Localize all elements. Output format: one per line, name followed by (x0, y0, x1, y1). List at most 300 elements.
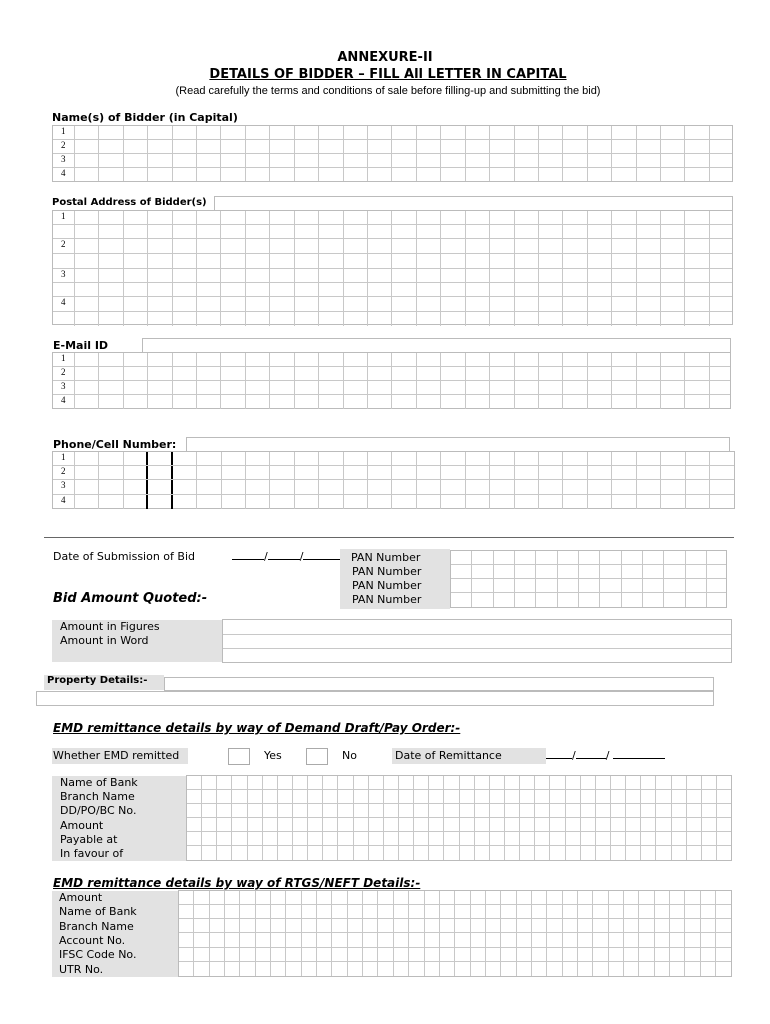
input-cell[interactable] (319, 297, 343, 311)
input-cell[interactable] (221, 269, 245, 282)
input-cell[interactable] (661, 480, 685, 494)
input-cell[interactable] (197, 312, 221, 326)
input-cell[interactable] (536, 551, 557, 564)
input-cell[interactable] (414, 846, 429, 860)
input-cell[interactable] (263, 818, 278, 831)
input-cell[interactable] (295, 126, 319, 139)
input-cell[interactable] (520, 776, 535, 789)
input-cell[interactable] (173, 140, 197, 153)
input-cell[interactable] (378, 962, 393, 976)
input-cell[interactable] (670, 933, 685, 947)
input-cell[interactable] (687, 776, 702, 789)
input-cell[interactable] (515, 225, 539, 238)
input-cell[interactable] (486, 962, 501, 976)
input-cell[interactable] (246, 126, 270, 139)
input-cell[interactable] (672, 832, 687, 845)
input-cell[interactable] (707, 579, 726, 592)
input-cell[interactable] (637, 495, 661, 509)
input-cell[interactable] (187, 818, 202, 831)
property-field[interactable] (36, 691, 714, 706)
input-cell[interactable] (344, 154, 368, 167)
input-cell[interactable] (197, 269, 221, 282)
input-cell[interactable] (550, 790, 565, 803)
input-cell[interactable] (99, 466, 123, 479)
input-cell[interactable] (612, 297, 636, 311)
input-cell[interactable] (368, 466, 392, 479)
name-grid[interactable] (52, 125, 733, 182)
input-cell[interactable] (472, 565, 493, 578)
input-cell[interactable] (661, 283, 685, 296)
input-cell[interactable] (685, 367, 709, 380)
input-cell[interactable] (148, 126, 172, 139)
input-cell[interactable] (348, 933, 363, 947)
input-cell[interactable] (409, 962, 424, 976)
input-cell[interactable] (417, 168, 441, 181)
input-cell[interactable] (588, 239, 612, 253)
input-cell[interactable] (225, 948, 240, 961)
input-cell[interactable] (656, 818, 671, 831)
input-cell[interactable] (685, 154, 709, 167)
input-cell[interactable] (295, 269, 319, 282)
input-cell[interactable] (609, 948, 624, 961)
input-cell[interactable] (392, 353, 416, 366)
input-cell[interactable] (664, 565, 685, 578)
input-cell[interactable] (99, 269, 123, 282)
input-cell[interactable] (75, 297, 99, 311)
input-cell[interactable] (369, 790, 384, 803)
input-cell[interactable] (707, 565, 726, 578)
input-cell[interactable] (173, 269, 197, 282)
input-cell[interactable] (588, 126, 612, 139)
input-cell[interactable] (124, 225, 148, 238)
input-cell[interactable] (293, 790, 308, 803)
input-cell[interactable] (348, 919, 363, 932)
input-cell[interactable] (579, 593, 600, 607)
input-cell[interactable] (148, 381, 172, 394)
input-cell[interactable] (392, 126, 416, 139)
input-cell[interactable] (490, 269, 514, 282)
input-cell[interactable] (612, 480, 636, 494)
input-cell[interactable] (702, 818, 717, 831)
input-cell[interactable] (588, 140, 612, 153)
input-cell[interactable] (394, 933, 409, 947)
input-cell[interactable] (547, 891, 562, 904)
input-cell[interactable] (148, 140, 172, 153)
input-cell[interactable] (600, 593, 621, 607)
input-cell[interactable] (475, 804, 490, 817)
input-cell[interactable] (563, 905, 578, 918)
input-cell[interactable] (490, 466, 514, 479)
input-cell[interactable] (308, 818, 323, 831)
input-cell[interactable] (661, 126, 685, 139)
input-cell[interactable] (600, 551, 621, 564)
input-cell[interactable] (558, 565, 579, 578)
input-cell[interactable] (263, 846, 278, 860)
input-cell[interactable] (429, 804, 444, 817)
input-cell[interactable] (655, 905, 670, 918)
input-cell[interactable] (221, 254, 245, 268)
input-cell[interactable] (563, 283, 587, 296)
input-cell[interactable] (270, 353, 294, 366)
input-cell[interactable] (246, 211, 270, 224)
input-cell[interactable] (624, 919, 639, 932)
input-cell[interactable] (471, 948, 486, 961)
input-cell[interactable] (392, 395, 416, 409)
input-cell[interactable] (179, 905, 194, 918)
input-cell[interactable] (392, 254, 416, 268)
input-cell[interactable] (441, 452, 465, 465)
input-cell[interactable] (368, 495, 392, 509)
input-cell[interactable] (173, 283, 197, 296)
input-cell[interactable] (672, 804, 687, 817)
input-cell[interactable] (466, 269, 490, 282)
input-cell[interactable] (515, 269, 539, 282)
input-cell[interactable] (455, 905, 470, 918)
input-cell[interactable] (221, 239, 245, 253)
input-cell[interactable] (414, 804, 429, 817)
input-cell[interactable] (558, 593, 579, 607)
input-cell[interactable] (368, 297, 392, 311)
input-cell[interactable] (197, 126, 221, 139)
input-cell[interactable] (53, 312, 75, 326)
input-cell[interactable] (392, 452, 416, 465)
input-cell[interactable] (363, 948, 378, 961)
input-cell[interactable] (99, 283, 123, 296)
input-cell[interactable] (655, 891, 670, 904)
input-cell[interactable] (173, 480, 197, 494)
input-cell[interactable] (672, 818, 687, 831)
input-cell[interactable] (148, 283, 172, 296)
input-cell[interactable] (248, 804, 263, 817)
input-cell[interactable] (417, 367, 441, 380)
input-cell[interactable] (466, 395, 490, 409)
input-cell[interactable] (622, 565, 643, 578)
input-cell[interactable] (471, 905, 486, 918)
input-cell[interactable] (702, 846, 717, 860)
input-cell[interactable] (563, 452, 587, 465)
input-cell[interactable] (588, 353, 612, 366)
input-cell[interactable] (148, 466, 172, 479)
input-cell[interactable] (414, 832, 429, 845)
input-cell[interactable] (490, 154, 514, 167)
input-cell[interactable] (278, 804, 293, 817)
input-cell[interactable] (173, 168, 197, 181)
input-cell[interactable] (539, 283, 563, 296)
input-cell[interactable] (637, 154, 661, 167)
input-cell[interactable] (248, 818, 263, 831)
input-cell[interactable] (354, 832, 369, 845)
input-cell[interactable] (588, 154, 612, 167)
input-cell[interactable] (394, 948, 409, 961)
input-cell[interactable] (612, 381, 636, 394)
input-cell[interactable] (75, 283, 99, 296)
input-cell[interactable] (124, 353, 148, 366)
input-cell[interactable] (622, 579, 643, 592)
input-cell[interactable] (515, 353, 539, 366)
input-cell[interactable] (466, 480, 490, 494)
input-cell[interactable] (670, 948, 685, 961)
input-cell[interactable] (505, 832, 520, 845)
input-cell[interactable] (53, 254, 75, 268)
input-cell[interactable] (409, 891, 424, 904)
input-cell[interactable] (210, 933, 225, 947)
input-cell[interactable] (302, 919, 317, 932)
input-cell[interactable] (490, 168, 514, 181)
input-cell[interactable] (656, 832, 671, 845)
input-cell[interactable] (624, 933, 639, 947)
input-cell[interactable] (179, 962, 194, 976)
input-cell[interactable] (348, 948, 363, 961)
input-cell[interactable] (670, 891, 685, 904)
input-cell[interactable] (588, 297, 612, 311)
input-cell[interactable] (124, 367, 148, 380)
input-cell[interactable] (701, 948, 716, 961)
input-cell[interactable] (455, 962, 470, 976)
input-cell[interactable] (417, 239, 441, 253)
input-cell[interactable] (444, 832, 459, 845)
input-cell[interactable] (661, 381, 685, 394)
input-cell[interactable] (319, 395, 343, 409)
input-cell[interactable] (270, 225, 294, 238)
input-cell[interactable] (655, 948, 670, 961)
input-cell[interactable] (317, 905, 332, 918)
input-cell[interactable] (378, 919, 393, 932)
input-cell[interactable] (670, 919, 685, 932)
input-cell[interactable] (197, 239, 221, 253)
pan-grid[interactable] (450, 550, 727, 608)
input-cell[interactable] (460, 832, 475, 845)
input-cell[interactable] (344, 283, 368, 296)
input-cell[interactable] (440, 905, 455, 918)
input-cell[interactable] (710, 297, 732, 311)
input-cell[interactable] (494, 593, 515, 607)
input-cell[interactable] (539, 168, 563, 181)
input-cell[interactable] (124, 452, 148, 465)
input-cell[interactable] (515, 466, 539, 479)
input-cell[interactable] (75, 466, 99, 479)
input-cell[interactable] (440, 933, 455, 947)
input-cell[interactable] (563, 225, 587, 238)
input-cell[interactable] (637, 312, 661, 326)
input-cell[interactable] (221, 140, 245, 153)
input-cell[interactable] (197, 254, 221, 268)
input-cell[interactable] (656, 776, 671, 789)
input-cell[interactable] (286, 962, 301, 976)
input-cell[interactable] (466, 126, 490, 139)
input-cell[interactable] (392, 495, 416, 509)
input-cell[interactable] (563, 495, 587, 509)
input-cell[interactable] (475, 832, 490, 845)
input-cell[interactable] (293, 804, 308, 817)
input-cell[interactable] (368, 239, 392, 253)
input-cell[interactable] (338, 832, 353, 845)
input-cell[interactable] (202, 818, 217, 831)
input-cell[interactable] (319, 480, 343, 494)
input-cell[interactable] (246, 140, 270, 153)
input-cell[interactable] (217, 832, 232, 845)
input-cell[interactable] (332, 891, 347, 904)
input-cell[interactable] (505, 846, 520, 860)
input-cell[interactable] (505, 790, 520, 803)
input-cell[interactable] (656, 790, 671, 803)
input-cell[interactable] (611, 846, 626, 860)
input-cell[interactable] (637, 452, 661, 465)
input-cell[interactable] (624, 962, 639, 976)
input-cell[interactable] (563, 962, 578, 976)
input-cell[interactable] (270, 239, 294, 253)
input-cell[interactable] (612, 466, 636, 479)
input-cell[interactable] (490, 312, 514, 326)
input-cell[interactable] (539, 225, 563, 238)
input-cell[interactable] (317, 933, 332, 947)
input-cell[interactable] (578, 948, 593, 961)
input-cell[interactable] (536, 565, 557, 578)
input-cell[interactable] (547, 933, 562, 947)
input-cell[interactable] (717, 846, 731, 860)
input-cell[interactable] (441, 140, 465, 153)
input-cell[interactable] (221, 381, 245, 394)
input-cell[interactable] (425, 891, 440, 904)
input-cell[interactable] (256, 948, 271, 961)
input-cell[interactable] (221, 126, 245, 139)
input-cell[interactable] (417, 211, 441, 224)
input-cell[interactable] (710, 168, 732, 181)
input-cell[interactable] (270, 381, 294, 394)
input-cell[interactable] (148, 225, 172, 238)
input-cell[interactable] (317, 891, 332, 904)
input-cell[interactable] (710, 269, 732, 282)
input-cell[interactable] (319, 353, 343, 366)
input-cell[interactable] (490, 495, 514, 509)
input-cell[interactable] (99, 495, 123, 509)
input-cell[interactable] (344, 395, 368, 409)
input-cell[interactable] (344, 312, 368, 326)
input-cell[interactable] (378, 905, 393, 918)
input-cell[interactable] (197, 395, 221, 409)
input-cell[interactable] (578, 962, 593, 976)
input-cell[interactable] (429, 790, 444, 803)
input-cell[interactable] (323, 804, 338, 817)
input-cell[interactable] (490, 353, 514, 366)
input-cell[interactable] (210, 891, 225, 904)
input-cell[interactable] (368, 381, 392, 394)
input-cell[interactable] (460, 846, 475, 860)
input-cell[interactable] (75, 126, 99, 139)
input-cell[interactable] (429, 832, 444, 845)
input-cell[interactable] (399, 790, 414, 803)
input-cell[interactable] (197, 283, 221, 296)
input-cell[interactable] (717, 790, 731, 803)
input-cell[interactable] (173, 466, 197, 479)
input-cell[interactable] (53, 283, 75, 296)
input-cell[interactable] (173, 225, 197, 238)
input-cell[interactable] (539, 381, 563, 394)
input-cell[interactable] (187, 776, 202, 789)
input-cell[interactable] (293, 776, 308, 789)
input-cell[interactable] (626, 790, 641, 803)
input-cell[interactable] (588, 495, 612, 509)
input-cell[interactable] (655, 962, 670, 976)
input-cell[interactable] (637, 140, 661, 153)
input-cell[interactable] (319, 452, 343, 465)
input-cell[interactable] (520, 818, 535, 831)
input-cell[interactable] (240, 962, 255, 976)
input-cell[interactable] (429, 776, 444, 789)
input-cell[interactable] (270, 312, 294, 326)
input-cell[interactable] (344, 269, 368, 282)
input-cell[interactable] (99, 168, 123, 181)
input-cell[interactable] (441, 312, 465, 326)
input-cell[interactable] (717, 818, 731, 831)
input-cell[interactable] (270, 480, 294, 494)
input-cell[interactable] (414, 790, 429, 803)
input-cell[interactable] (197, 381, 221, 394)
input-cell[interactable] (293, 832, 308, 845)
input-cell[interactable] (232, 804, 247, 817)
input-cell[interactable] (515, 154, 539, 167)
input-cell[interactable] (501, 919, 516, 932)
input-cell[interactable] (348, 905, 363, 918)
input-cell[interactable] (270, 140, 294, 153)
input-cell[interactable] (661, 239, 685, 253)
input-cell[interactable] (520, 832, 535, 845)
input-cell[interactable] (232, 790, 247, 803)
input-cell[interactable] (222, 452, 246, 465)
input-cell[interactable] (490, 254, 514, 268)
input-cell[interactable] (641, 832, 656, 845)
input-cell[interactable] (417, 312, 441, 326)
input-cell[interactable] (515, 551, 536, 564)
input-cell[interactable] (637, 239, 661, 253)
input-cell[interactable] (417, 395, 441, 409)
input-cell[interactable] (363, 919, 378, 932)
input-cell[interactable] (609, 905, 624, 918)
input-cell[interactable] (392, 269, 416, 282)
input-cell[interactable] (490, 126, 514, 139)
input-cell[interactable] (348, 891, 363, 904)
input-cell[interactable] (295, 168, 319, 181)
input-cell[interactable] (323, 790, 338, 803)
input-cell[interactable] (317, 948, 332, 961)
input-cell[interactable] (295, 239, 319, 253)
input-cell[interactable] (563, 480, 587, 494)
input-cell[interactable] (637, 269, 661, 282)
input-cell[interactable] (588, 312, 612, 326)
input-cell[interactable] (124, 239, 148, 253)
input-cell[interactable] (515, 312, 539, 326)
input-cell[interactable] (271, 948, 286, 961)
input-cell[interactable] (75, 239, 99, 253)
input-cell[interactable] (685, 905, 700, 918)
input-cell[interactable] (637, 126, 661, 139)
input-cell[interactable] (563, 353, 587, 366)
input-cell[interactable] (440, 919, 455, 932)
input-cell[interactable] (399, 846, 414, 860)
input-cell[interactable] (197, 353, 221, 366)
input-cell[interactable] (588, 480, 612, 494)
input-cell[interactable] (515, 168, 539, 181)
input-cell[interactable] (441, 225, 465, 238)
input-cell[interactable] (417, 381, 441, 394)
input-cell[interactable] (368, 168, 392, 181)
input-cell[interactable] (593, 905, 608, 918)
input-cell[interactable] (566, 818, 581, 831)
input-cell[interactable] (440, 948, 455, 961)
input-cell[interactable] (217, 776, 232, 789)
input-cell[interactable] (455, 919, 470, 932)
input-cell[interactable] (295, 480, 319, 494)
input-cell[interactable] (173, 452, 197, 465)
